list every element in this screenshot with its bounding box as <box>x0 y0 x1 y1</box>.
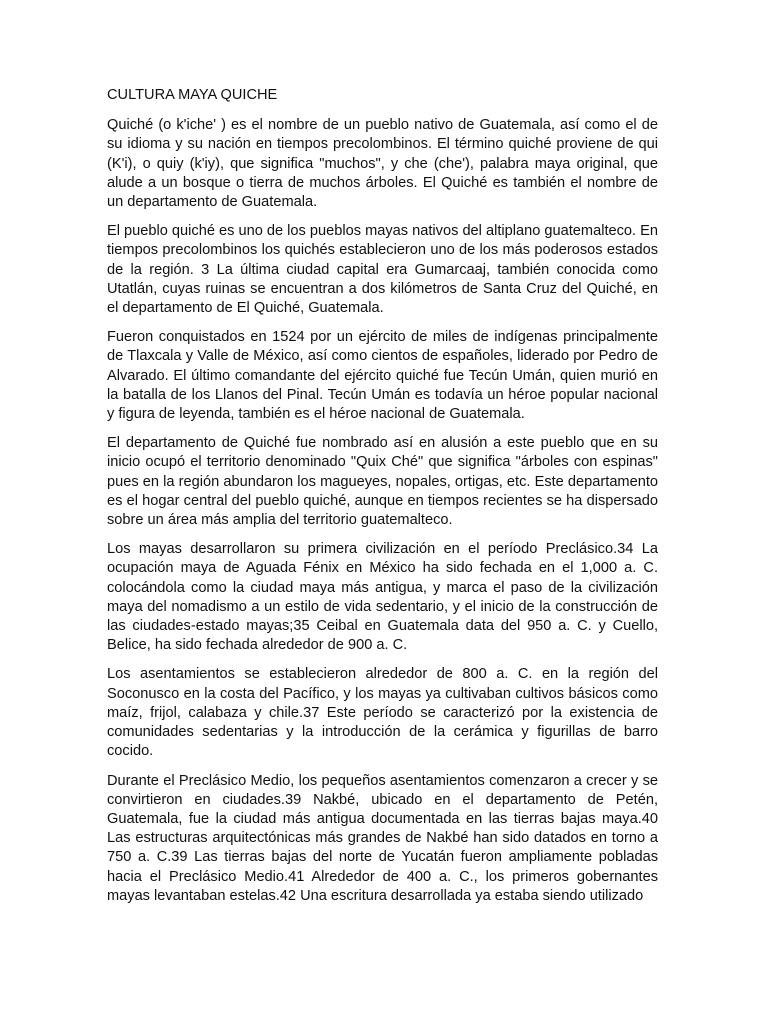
paragraph-4: El departamento de Quiché fue nombrado así en alusión a este pueblo que en su inicio ocupó el territorio denominado "Quix Ché" que significa "árboles con espinas" pues en la región abundaron los magueyes, nopales, ortigas, etc. Este departamento es el hogar central del pueblo quiché, aunque en tiempos recientes se ha dispersado sobre un área más amplia del territorio guatemalteco. <box>107 435 658 529</box>
paragraph-5: Los mayas desarrollaron su primera civilización en el período Preclásico.34 La ocupación maya de Aguada Fénix en México ha sido fechada en el 1,000 a. C. colocándola como la ciudad maya más antigua, y marca el paso de la civilización maya del nomadismo a un estilo de vida sedentario, y el inicio de la construcción de las ciudades-estado mayas;35 Ceibal en Guatemala data del 950 a. C. y Cuello, Belice, ha sido fechada alrededor de 900 a. C. <box>107 541 658 654</box>
paragraph-2: El pueblo quiché es uno de los pueblos mayas nativos del altiplano guatemalteco. En tiempos precolombinos los quichés establecieron uno de los más poderosos estados de la región. 3 La última ciudad capital era Gumarcaaj, también conocida como Utatlán, cuyas ruinas se encuentran a dos kilómetros de Santa Cruz del Quiché, en el departamento de El Quiché, Guatemala. <box>107 223 658 317</box>
paragraph-6: Los asentamientos se establecieron alrededor de 800 a. C. en la región del Soconusco en la costa del Pacífico, y los mayas ya cultivaban cultivos básicos como maíz, frijol, calabaza y chile.37 Este período se caracterizó por la existencia de comunidades sedentarias y la introducción de la cerámica y figurillas de barro cocido. <box>107 666 658 760</box>
document-body <box>107 86 658 916</box>
paragraph-7: Durante el Preclásico Medio, los pequeños asentamientos comenzaron a crecer y se convirtieron en ciudades.39 Nakbé, ubicado en el departamento de Petén, Guatemala, fue la ciudad más antigua documentada en las tierras bajas maya.40 Las estructuras arquitectónicas más grandes de Nakbé han sido datados en torno a 750 a. C.39 Las tierras bajas del norte de Yucatán fueron ampliamente pobladas hacia el Preclásico Medio.41 Alrededor de 400 a. C., los primeros gobernantes mayas levantaban estelas.42 Una escritura desarrollada ya estaba siendo utilizado <box>107 772 658 904</box>
document-title: CULTURA MAYA QUICHE <box>107 87 278 103</box>
paragraph-1: Quiché (o k'iche' ) es el nombre de un pueblo nativo de Guatemala, así como el de su idioma y su nación en tiempos precolombinos. El término quiché proviene de qui (K'i), o quiy (k'iy), que significa "muchos", y che (che'), palabra maya original, que alude a un bosque o tierra de muchos árboles. El Quiché es también el nombre de un departamento de Guatemala. <box>107 117 658 211</box>
paragraph-3: Fueron conquistados en 1524 por un ejército de miles de indígenas principalmente de Tlaxcala y Valle de México, así como cientos de españoles, liderado por Pedro de Alvarado. El último comandante del ejército quiché fue Tecún Umán, quien murió en la batalla de los Llanos del Pinal. Tecún Umán es todavía un héroe popular nacional y figura de leyenda, también es el héroe nacional de Guatemala. <box>107 329 658 423</box>
